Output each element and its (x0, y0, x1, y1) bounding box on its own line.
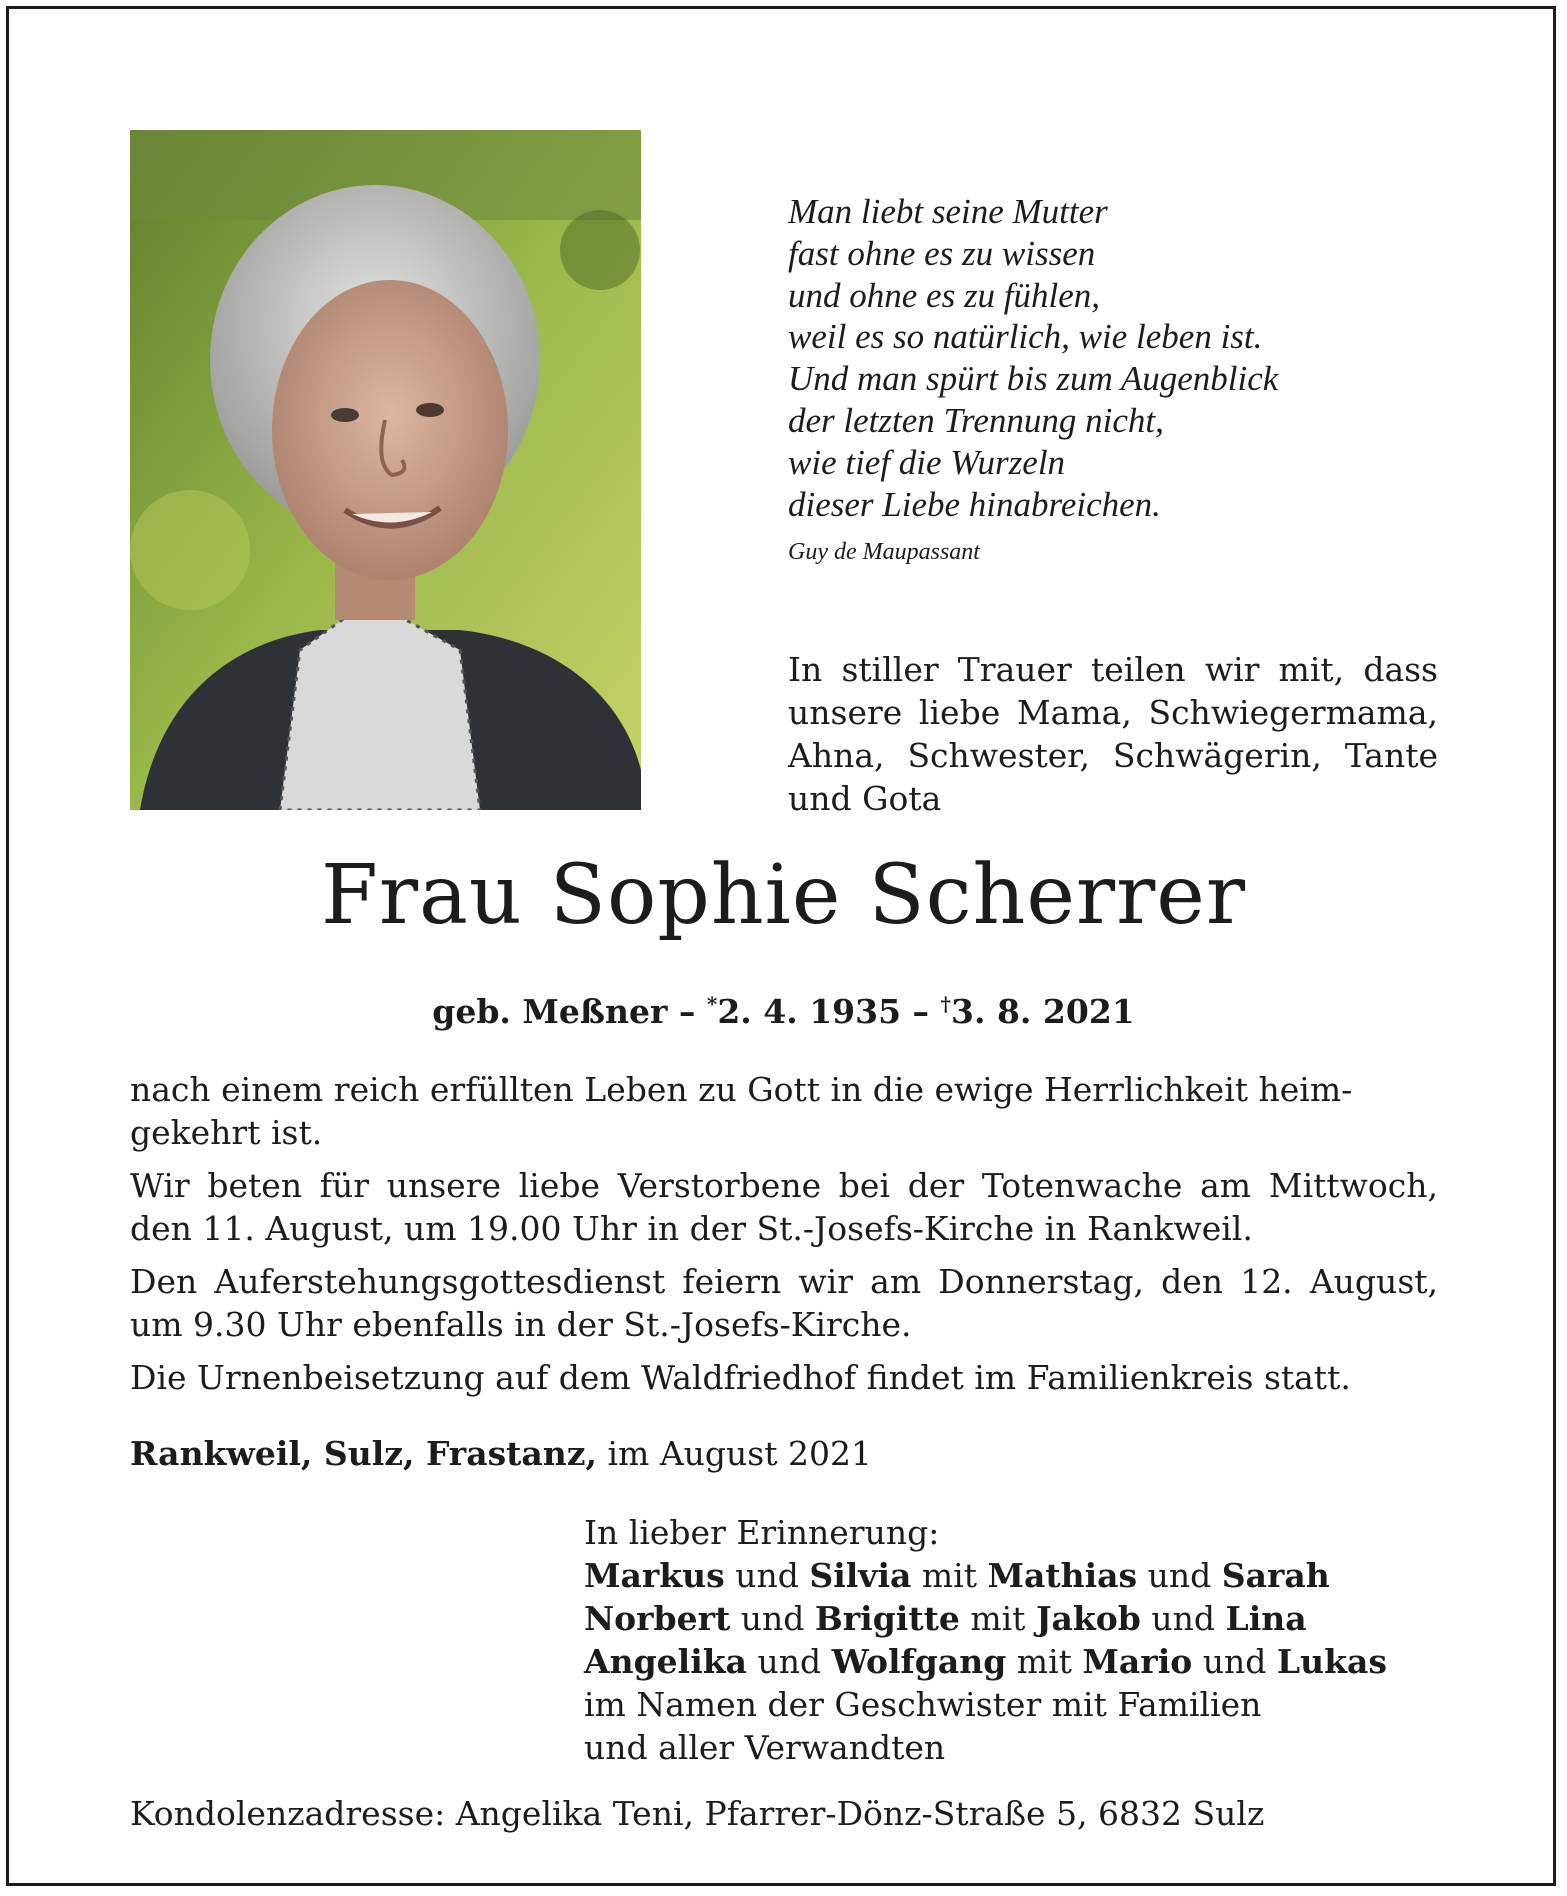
paragraph: Die Urnenbeisetzung auf dem Waldfriedhof findet im Familienkreis statt. (130, 1358, 1351, 1397)
birth-mark: * (706, 992, 718, 1016)
announcement-body (130, 1068, 1438, 1409)
mourner-row (584, 1640, 1464, 1683)
mourner-name: Angelika (584, 1642, 747, 1681)
paragraph-line: gekehrt ist. (130, 1113, 323, 1152)
portrait-photo (130, 130, 641, 810)
mourner-name: Norbert (584, 1599, 731, 1638)
paragraph: Wir beten für unsere liebe Verstorbene bei der Totenwache am Mittwoch, den 11. August, um 19.00 Uhr in der St.-Josefs-Kirche in Rankweil. (130, 1166, 1438, 1248)
birth-name: geb. Meßner (432, 992, 668, 1031)
mourners (584, 1511, 1464, 1769)
mourner-name: Wolfgang (831, 1642, 1007, 1681)
mourner-row (584, 1554, 1464, 1597)
poem-line: dieser Liebe hinabreichen. (788, 484, 1161, 524)
mourner-name: Mathias (987, 1556, 1138, 1595)
separator: – (912, 992, 930, 1031)
mourner-name: Sarah (1221, 1556, 1330, 1595)
mourner-name: Mario (1082, 1642, 1193, 1681)
deceased-name: Frau Sophie Scherrer (320, 848, 1247, 943)
conjunction: mit (921, 1556, 977, 1595)
mourner-name: Lina (1225, 1599, 1307, 1638)
paragraph: Den Auferstehungsgottesdienst feiern wir am Donnerstag, den 12. August, um 9.30 Uhr ebenfalls in der St.-Josefs-Kirche. (130, 1262, 1438, 1344)
mourners-footer: im Namen der Geschwister mit Familien (584, 1685, 1262, 1724)
conjunction: und (740, 1599, 805, 1638)
life-dates (0, 982, 1567, 1034)
place-date (130, 1432, 872, 1476)
conjunction: und (735, 1556, 799, 1595)
death-mark: † (940, 992, 952, 1016)
poem (788, 191, 1488, 566)
poem-author: Guy de Maupassant (788, 539, 980, 566)
month-year: im August 2021 (607, 1434, 872, 1473)
paragraph-line: nach einem reich erfüllten Leben zu Gott in die ewige Herrlichkeit heim- (130, 1070, 1353, 1109)
conjunction: und (1147, 1556, 1212, 1595)
mourner-name: Lukas (1276, 1642, 1387, 1681)
towns: Rankweil, Sulz, Frastanz, (130, 1434, 597, 1473)
conjunction: und (757, 1642, 822, 1681)
mourner-row (584, 1597, 1464, 1640)
separator: – (678, 992, 696, 1031)
mourners-heading: In lieber Erinnerung: (584, 1513, 940, 1552)
conjunction: mit (970, 1599, 1026, 1638)
poem-line: und ohne es zu fühlen, (788, 275, 1101, 315)
mourner-name: Markus (584, 1556, 725, 1595)
poem-line: weil es so natürlich, wie leben ist. (788, 317, 1263, 357)
poem-line: Man liebt seine Mutter (788, 192, 1108, 231)
poem-line: der letzten Trennung nicht, (788, 400, 1164, 440)
mourner-name: Jakob (1035, 1599, 1141, 1638)
poem-line: wie tief die Wurzeln (788, 442, 1066, 482)
condolence-address: Kondolenzadresse: Angelika Teni, Pfarrer-Dönz-Straße 5, 6832 Sulz (130, 1794, 1265, 1833)
mourner-name: Silvia (809, 1556, 912, 1595)
poem-line: fast ohne es zu wissen (788, 233, 1096, 273)
mourner-name: Brigitte (814, 1599, 960, 1638)
paragraph (130, 1068, 1438, 1154)
mourners-footer: und aller Verwandten (584, 1728, 946, 1767)
conjunction: mit (1016, 1642, 1072, 1681)
conjunction: und (1151, 1599, 1216, 1638)
conjunction: und (1202, 1642, 1267, 1681)
poem-line: Und man spürt bis zum Augenblick (788, 359, 1279, 399)
intro-text: In stiller Trauer teilen wir mit, dass unsere liebe Mama, Schwiegermama, Ahna, Schwester, Schwägerin, Tante und Gota (788, 650, 1438, 818)
death-date: 3. 8. 2021 (951, 992, 1135, 1031)
birth-date: 2. 4. 1935 (717, 992, 902, 1031)
